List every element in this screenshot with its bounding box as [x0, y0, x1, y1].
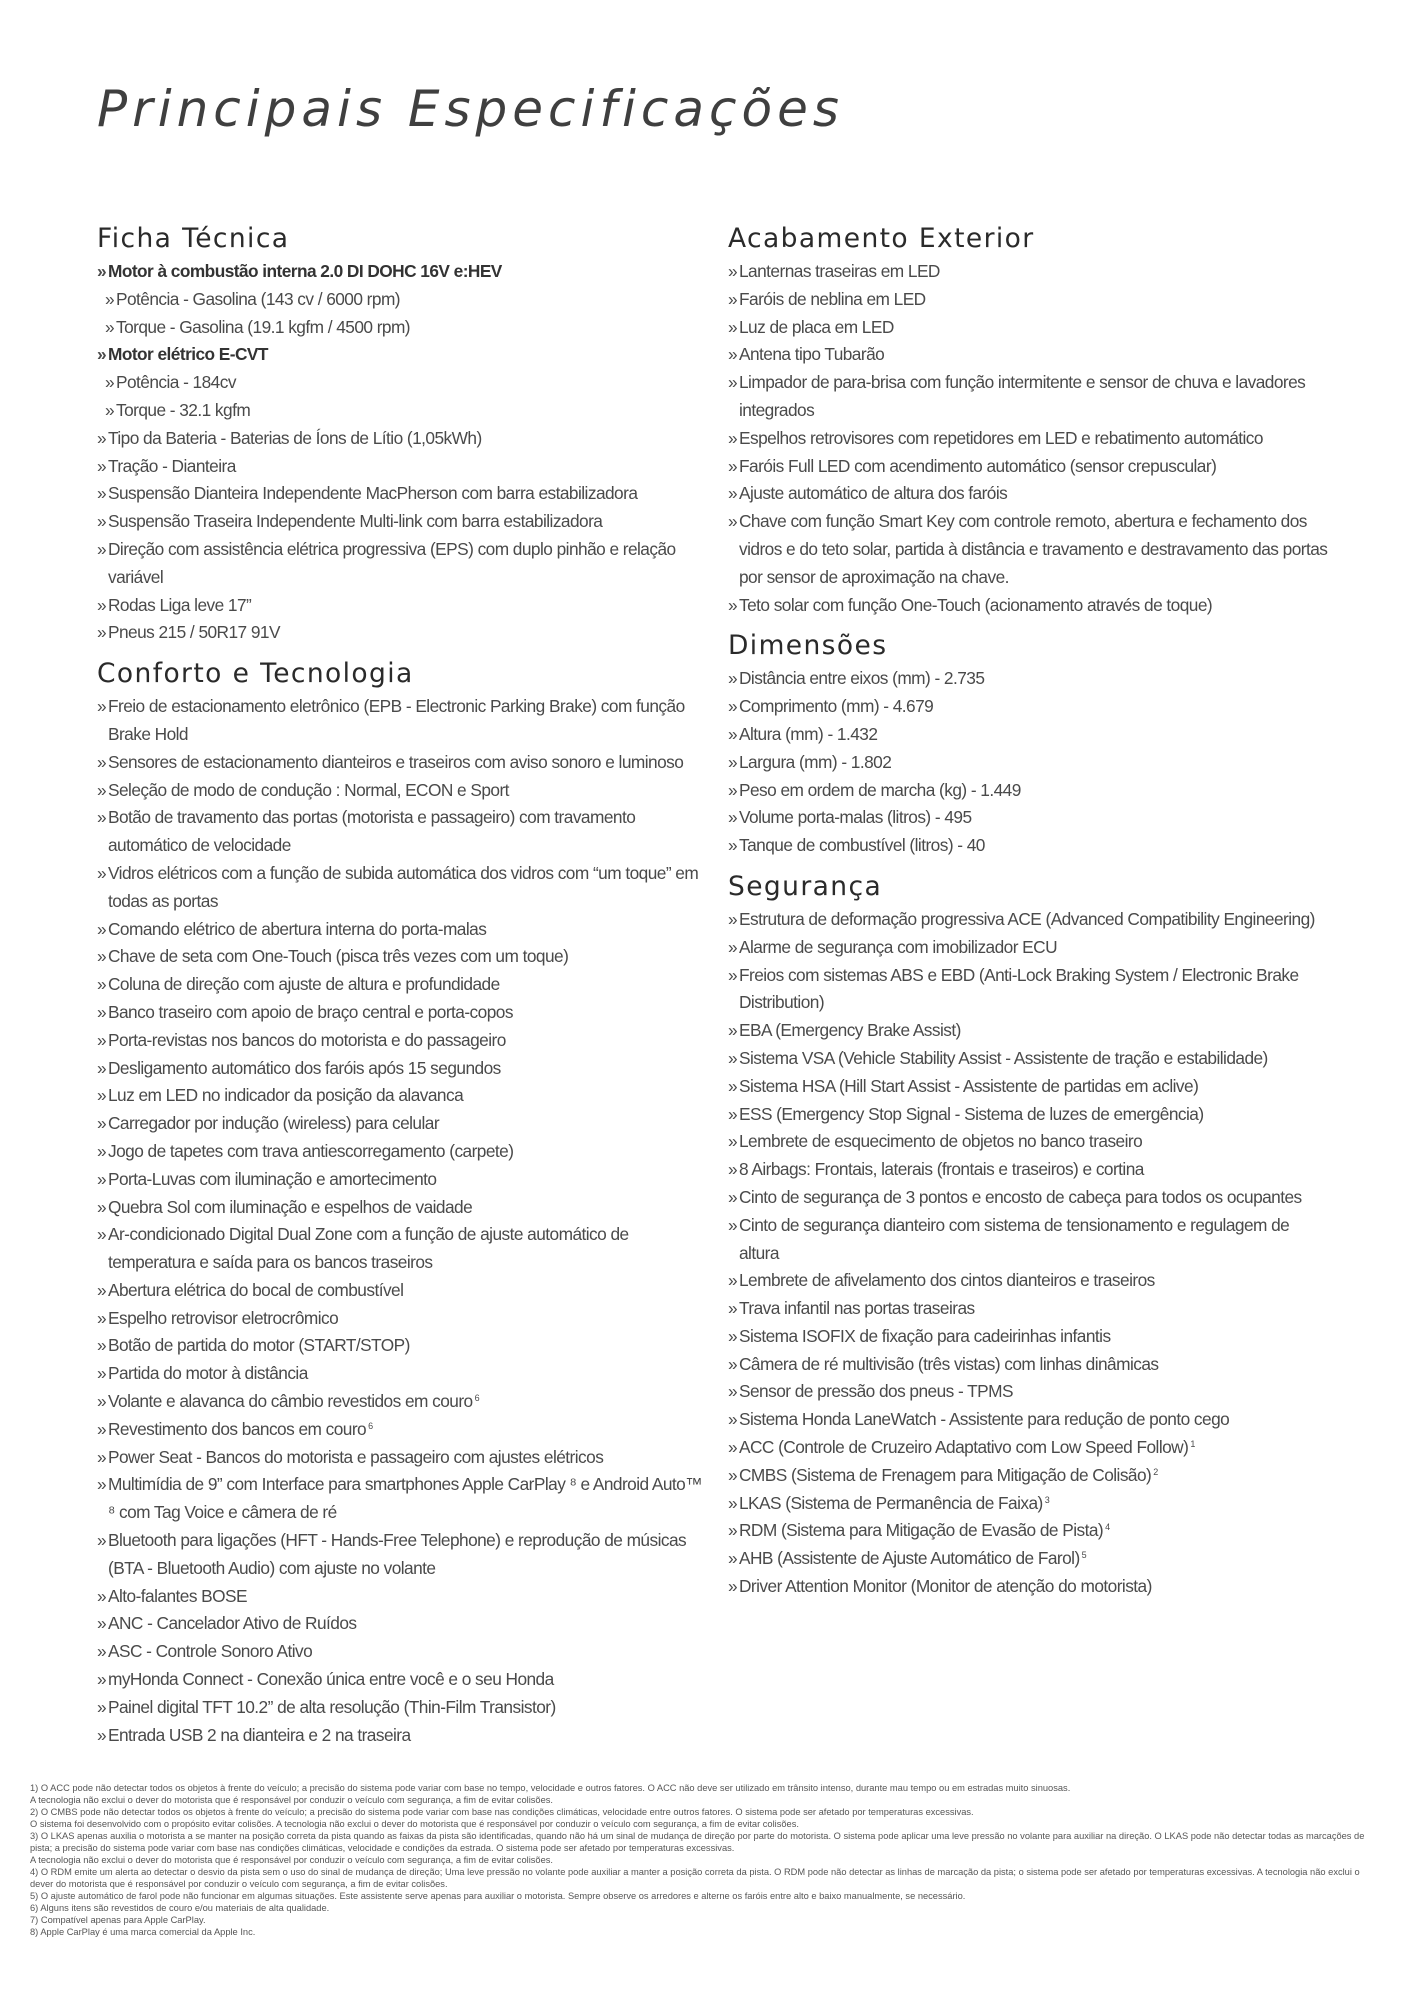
footnote-ref: 4	[1105, 1522, 1110, 1533]
spec-item	[728, 1545, 1328, 1573]
spec-item-text: Power Seat - Bancos do motorista e passageiro com ajustes elétricos	[108, 1446, 604, 1467]
spec-item	[728, 1073, 1328, 1101]
footnote: 2) O CMBS pode não detectar todos os objetos à frente do veículo; a precisão do sistema pode variar com base nas condições climáticas, velocidade entre outros fatores. O sistema pode ser afetado por temperaturas excessivas.	[30, 1807, 974, 1817]
spec-item	[728, 665, 1328, 693]
spec-item-text: Limpador de para-brisa com função intermitente e sensor de chuva e lavadores integrados	[739, 372, 1306, 420]
spec-item	[728, 1017, 1328, 1045]
spec-item	[97, 804, 707, 860]
section-ficha-tecnica	[97, 222, 707, 647]
spec-item-text: Vidros elétricos com a função de subida automática dos vidros com “um toque” em todas as portas	[108, 862, 699, 911]
spec-item-text: Lembrete de esquecimento de objetos no banco traseiro	[739, 1131, 1143, 1152]
spec-item	[728, 1156, 1328, 1184]
spec-list	[97, 258, 707, 647]
footnote: 5) O ajuste automático de farol pode não funcionar em algumas situações. Este assistente serve apenas para auxiliar o motorista. Sempre observe os arredores e alterne os faróis entre alto e baixo manualmente, se necessário.	[30, 1891, 966, 1901]
section-title: Segurança	[728, 870, 883, 902]
spec-item-text: Revestimento dos bancos em couro	[108, 1418, 367, 1439]
spec-item-text: Bluetooth para ligações (HFT - Hands-Free Telephone) e reprodução de músicas (BTA - Bluetooth Audio) com ajuste no volante	[108, 1530, 687, 1578]
spec-item-text: Volume porta-malas (litros) - 495	[739, 807, 972, 828]
spec-item-text: ASC - Controle Sonoro Ativo	[108, 1641, 313, 1662]
spec-item	[97, 619, 707, 647]
spec-item-text: Torque - 32.1 kgfm	[116, 399, 251, 420]
spec-item-text: Chave com função Smart Key com controle remoto, abertura e fechamento dos vidros e do teto solar, partida à distância e travamento e destravamento das portas por sensor de aproximação na chave.	[739, 511, 1328, 587]
spec-item-text: Espelho retrovisor eletrocrômico	[108, 1307, 339, 1328]
spec-item	[728, 693, 1328, 721]
spec-item-text: Direção com assistência elétrica progressiva (EPS) com duplo pinhão e relação variável	[108, 538, 676, 587]
spec-item	[728, 1267, 1328, 1295]
spec-item	[728, 592, 1328, 620]
spec-item-text: Desligamento automático dos faróis após 15 segundos	[108, 1057, 501, 1078]
spec-item-text: Sistema Honda LaneWatch - Assistente para redução de ponto cego	[739, 1409, 1230, 1430]
spec-item	[728, 804, 1328, 832]
footnote: A tecnologia não exclui o dever do motorista que é responsável por conduzir o veículo com segurança, a fim de evitar colisões.	[30, 1855, 553, 1865]
spec-item	[97, 425, 707, 453]
spec-item	[97, 1332, 707, 1360]
section-title: Dimensões	[728, 630, 888, 662]
section-conforto-tecnologia	[97, 657, 707, 1749]
spec-item-text: Quebra Sol com iluminação e espelhos de vaidade	[108, 1196, 473, 1217]
left-column	[97, 222, 707, 1749]
footnote: 6) Alguns itens são revestidos de couro e/ou materiais de alta qualidade.	[30, 1903, 330, 1913]
spec-item-text: Chave de seta com One-Touch (pisca três vezes com um toque)	[108, 946, 569, 967]
spec-list	[728, 665, 1328, 860]
spec-item-text: Multimídia de 9” com Interface para smartphones Apple CarPlay ⁸ e Android Auto™ ⁸ com Tag Voice e câmera de ré	[108, 1474, 702, 1523]
spec-item	[97, 536, 707, 592]
spec-item-text: ESS (Emergency Stop Signal - Sistema de luzes de emergência)	[739, 1103, 1204, 1124]
spec-item	[728, 1128, 1328, 1156]
section-dimensoes	[728, 629, 1328, 860]
page-title: Principais Especificações	[97, 80, 844, 138]
spec-item	[97, 453, 707, 481]
spec-item	[728, 934, 1328, 962]
spec-item	[728, 1517, 1328, 1545]
spec-item-text: Antena tipo Tubarão	[739, 344, 885, 365]
spec-item-text: Ajuste automático de altura dos faróis	[739, 483, 1008, 504]
spec-item-text: Ar-condicionado Digital Dual Zone com a função de ajuste automático de temperatura e saída para os bancos traseiros	[108, 1224, 629, 1273]
spec-item-text: Sistema ISOFIX de fixação para cadeirinhas infantis	[739, 1325, 1111, 1346]
spec-list	[97, 693, 707, 1749]
spec-item	[97, 1138, 707, 1166]
spec-item	[728, 341, 1328, 369]
spec-item-text: Coluna de direção com ajuste de altura e profundidade	[108, 974, 500, 995]
spec-item	[97, 1082, 707, 1110]
section-title: Acabamento Exterior	[728, 223, 1035, 254]
spec-item-text: Potência - 184cv	[116, 372, 236, 393]
right-column	[728, 222, 1328, 1601]
spec-item-text: LKAS (Sistema de Permanência de Faixa)	[739, 1492, 1043, 1513]
spec-item	[728, 508, 1328, 591]
spec-item-text: RDM (Sistema para Mitigação de Evasão de Pista)	[739, 1520, 1104, 1541]
spec-item	[728, 1101, 1328, 1129]
spec-item-text: Alarme de segurança com imobilizador ECU	[739, 936, 1058, 957]
spec-item-text: Botão de travamento das portas (motorista e passageiro) com travamento automático de velocidade	[108, 807, 636, 856]
spec-item	[97, 258, 707, 286]
footnote-ref: 3	[1044, 1494, 1050, 1505]
footnote-ref: 5	[1081, 1550, 1087, 1561]
spec-item-text: Motor elétrico E-CVT	[108, 344, 268, 365]
spec-item	[97, 508, 707, 536]
spec-item-text: Partida do motor à distância	[108, 1363, 308, 1384]
spec-item-text: Carregador por indução (wireless) para celular	[108, 1113, 440, 1134]
spec-item	[728, 1406, 1328, 1434]
spec-item-text: Abertura elétrica do bocal de combustível	[108, 1279, 404, 1300]
spec-item	[97, 1360, 707, 1388]
spec-item	[97, 943, 707, 971]
spec-item-text: Volante e alavanca do câmbio revestidos em couro	[108, 1391, 473, 1412]
spec-item	[728, 906, 1328, 934]
spec-item	[728, 1490, 1328, 1518]
spec-item	[728, 832, 1328, 860]
spec-item	[97, 693, 707, 749]
spec-item	[97, 592, 707, 620]
footnote: A tecnologia não exclui o dever do motorista que é responsável por conduzir o veículo com segurança, a fim de evitar colisões.	[30, 1795, 553, 1805]
spec-item	[97, 860, 707, 916]
footnote-ref: 1	[1190, 1439, 1195, 1450]
spec-item	[97, 971, 707, 999]
spec-item-text: Largura (mm) - 1.802	[739, 751, 892, 772]
spec-item-text: Suspensão Traseira Independente Multi-link com barra estabilizadora	[108, 511, 603, 532]
spec-item-text: ACC (Controle de Cruzeiro Adaptativo com Low Speed Follow)	[739, 1437, 1189, 1458]
footnote: 1) O ACC pode não detectar todos os objetos à frente do veículo; a precisão do sistema pode variar com base no tempo, velocidade e outros fatores. O ACC não deve ser utilizado em trânsito intenso, durante mau tempo ou em estradas muito sinuosas.	[30, 1783, 1071, 1793]
spec-item	[97, 1722, 707, 1750]
spec-item-text: 8 Airbags: Frontais, laterais (frontais e traseiros) e cortina	[739, 1159, 1144, 1180]
section-title: Conforto e Tecnologia	[97, 658, 414, 690]
footnote-ref: 6	[474, 1393, 480, 1404]
spec-item	[97, 341, 707, 369]
spec-item-text: Botão de partida do motor (START/STOP)	[108, 1335, 410, 1356]
spec-item	[728, 453, 1328, 481]
spec-item-text: Rodas Liga leve 17”	[108, 594, 252, 615]
spec-item	[97, 397, 707, 425]
spec-item	[97, 314, 707, 342]
spec-item	[97, 1638, 707, 1666]
footnote: 3) O LKAS apenas auxilia o motorista a se manter na posição correta da pista quando as faixas da pista são identificadas, quando não há um sinal de mudança de direção por parte do motorista. O sistema pode aplicar uma leve pressão no volante para auxiliar na direção. O LKAS pode não detectar todas as marcações de pista; a precisão do sistema pode variar com base nas condições climáticas, velocidade e condições da estrada. O sistema pode ser afetado por temperaturas excessivas.	[30, 1831, 1365, 1853]
spec-item-text: Trava infantil nas portas traseiras	[739, 1298, 975, 1319]
spec-item	[97, 1027, 707, 1055]
spec-item-text: Comando elétrico de abertura interna do porta-malas	[108, 918, 487, 939]
spec-item-text: Pneus 215 / 50R17 91V	[108, 622, 280, 643]
spec-item	[97, 1610, 707, 1638]
spec-item-text: Driver Attention Monitor (Monitor de atenção do motorista)	[739, 1576, 1152, 1597]
spec-item-text: Sensor de pressão dos pneus - TPMS	[739, 1381, 1013, 1402]
spec-item	[97, 749, 707, 777]
spec-item-text: Porta-revistas nos bancos do motorista e do passageiro	[108, 1029, 506, 1050]
spec-item	[728, 1434, 1328, 1462]
footnote: 7) Compatível apenas para Apple CarPlay.	[30, 1915, 206, 1925]
spec-item-text: Distância entre eixos (mm) - 2.735	[739, 668, 985, 689]
spec-item-text: myHonda Connect - Conexão única entre você e o seu Honda	[108, 1669, 554, 1690]
footnote: 8) Apple CarPlay é uma marca comercial da Apple Inc.	[30, 1927, 256, 1937]
spec-item-text: Jogo de tapetes com trava antiescorregamento (carpete)	[108, 1140, 514, 1161]
spec-item	[728, 314, 1328, 342]
spec-item	[97, 1277, 707, 1305]
spec-item	[97, 369, 707, 397]
spec-item-text: Câmera de ré multivisão (três vistas) com linhas dinâmicas	[739, 1353, 1159, 1374]
spec-item	[728, 258, 1328, 286]
footnote: O sistema foi desenvolvido com o propósito evitar colisões. A tecnologia não exclui o dever do motorista que é responsável por conduzir o veículo com segurança, a fim de evitar colisões.	[30, 1819, 799, 1829]
spec-item-text: Torque - Gasolina (19.1 kgfm / 4500 rpm)	[116, 316, 411, 337]
spec-item	[728, 1323, 1328, 1351]
spec-item-text: Tração - Dianteira	[108, 455, 236, 476]
spec-item-text: Seleção de modo de condução : Normal, ECON e Sport	[108, 779, 509, 800]
footnotes	[30, 1782, 1375, 1938]
spec-item-text: AHB (Assistente de Ajuste Automático de Farol)	[739, 1548, 1080, 1569]
spec-item-text: Lembrete de afivelamento dos cintos dianteiros e traseiros	[739, 1270, 1155, 1291]
spec-list	[728, 906, 1328, 1601]
spec-item	[728, 962, 1328, 1018]
spec-list	[728, 258, 1328, 619]
spec-item	[728, 1295, 1328, 1323]
spec-item-text: Altura (mm) - 1.432	[739, 723, 878, 744]
spec-item-text: Sistema VSA (Vehicle Stability Assist - Assistente de tração e estabilidade)	[739, 1047, 1268, 1068]
spec-item	[728, 1212, 1328, 1268]
spec-item	[97, 999, 707, 1027]
spec-item	[97, 1110, 707, 1138]
spec-item	[728, 369, 1328, 425]
spec-item-text: EBA (Emergency Brake Assist)	[739, 1020, 961, 1041]
spec-item	[97, 1527, 707, 1583]
spec-item	[728, 1573, 1328, 1601]
spec-item	[728, 1184, 1328, 1212]
spec-item-text: Luz em LED no indicador da posição da alavanca	[108, 1085, 464, 1106]
spec-item	[97, 1221, 707, 1277]
spec-item	[728, 1378, 1328, 1406]
spec-item-text: Suspensão Dianteira Independente MacPherson com barra estabilizadora	[108, 483, 638, 504]
spec-item-text: Potência - Gasolina (143 cv / 6000 rpm)	[116, 288, 401, 309]
spec-item-text: Motor à combustão interna 2.0 DI DOHC 16V e:HEV	[108, 261, 502, 281]
section-title: Ficha Técnica	[97, 223, 290, 254]
spec-item-text: Faróis de neblina em LED	[739, 288, 926, 309]
spec-item	[728, 1351, 1328, 1379]
spec-item-text: Alto-falantes BOSE	[108, 1585, 247, 1606]
spec-item-text: Tipo da Bateria - Baterias de Íons de Lítio (1,05kWh)	[108, 427, 482, 448]
spec-item-text: Painel digital TFT 10.2” de alta resolução (Thin-Film Transistor)	[108, 1696, 556, 1717]
spec-item-text: Peso em ordem de marcha (kg) - 1.449	[739, 779, 1021, 800]
spec-item	[97, 1416, 707, 1444]
spec-item-text: Estrutura de deformação progressiva ACE (Advanced Compatibility Engineering)	[739, 908, 1315, 929]
spec-item-text: Freio de estacionamento eletrônico (EPB - Electronic Parking Brake) com função Brake Hold	[108, 696, 685, 744]
spec-item-text: Teto solar com função One-Touch (acionamento através de toque)	[739, 594, 1213, 615]
spec-item-text: Tanque de combustível (litros) - 40	[739, 835, 985, 856]
spec-item	[97, 1305, 707, 1333]
spec-item-text: Porta-Luvas com iluminação e amortecimento	[108, 1168, 437, 1189]
spec-item-text: Entrada USB 2 na dianteira e 2 na traseira	[108, 1724, 411, 1745]
spec-item	[728, 721, 1328, 749]
spec-item	[97, 1055, 707, 1083]
spec-item	[97, 1388, 707, 1416]
section-acabamento-exterior	[728, 222, 1328, 619]
spec-item-text: Faróis Full LED com acendimento automático (sensor crepuscular)	[739, 455, 1217, 476]
spec-item	[97, 1666, 707, 1694]
spec-item-text: Banco traseiro com apoio de braço central e porta-copos	[108, 1001, 513, 1022]
spec-item	[97, 1444, 707, 1472]
spec-item-text: Comprimento (mm) - 4.679	[739, 696, 934, 717]
spec-item	[97, 777, 707, 805]
spec-item-text: Luz de placa em LED	[739, 316, 894, 337]
spec-item	[97, 480, 707, 508]
spec-item	[728, 1462, 1328, 1490]
spec-item	[97, 916, 707, 944]
spec-item	[728, 777, 1328, 805]
spec-item	[728, 480, 1328, 508]
spec-item-text: Cinto de segurança dianteiro com sistema de tensionamento e regulagem de altura	[739, 1214, 1290, 1263]
spec-item	[728, 749, 1328, 777]
spec-item-text: Sensores de estacionamento dianteiros e traseiros com aviso sonoro e luminoso	[108, 751, 684, 772]
spec-item-text: Sistema HSA (Hill Start Assist - Assistente de partidas em aclive)	[739, 1075, 1199, 1096]
spec-item	[728, 1045, 1328, 1073]
footnote-ref: 6	[368, 1420, 373, 1431]
spec-item-text: Freios com sistemas ABS e EBD (Anti-Lock Braking System / Electronic Brake Distribution)	[739, 964, 1299, 1013]
footnote-ref: 2	[1153, 1466, 1158, 1477]
footnote: 4) O RDM emite um alerta ao detectar o desvio da pista sem o uso do sinal de mudança de direção; Uma leve pressão no volante pode auxiliar a manter a posição correta da pista. O RDM pode não detectar as linhas de marcação da pista; o sistema pode ser afetado por temperaturas excessivas. A tecnologia não exclui o dever do motorista que é responsável por conduzir o veículo com segurança, a fim de evitar colisões.	[30, 1867, 1360, 1889]
section-seguranca	[728, 870, 1328, 1601]
spec-item	[728, 286, 1328, 314]
spec-item-text: Espelhos retrovisores com repetidores em LED e rebatimento automático	[739, 427, 1263, 448]
spec-item-text: Lanternas traseiras em LED	[739, 261, 940, 281]
spec-item	[97, 1583, 707, 1611]
spec-item-text: Cinto de segurança de 3 pontos e encosto de cabeça para todos os ocupantes	[739, 1186, 1302, 1207]
spec-item-text: ANC - Cancelador Ativo de Ruídos	[108, 1613, 357, 1634]
spec-item	[728, 425, 1328, 453]
spec-item	[97, 1166, 707, 1194]
spec-item	[97, 286, 707, 314]
spec-item-text: CMBS (Sistema de Frenagem para Mitigação de Colisão)	[739, 1464, 1152, 1485]
spec-item	[97, 1194, 707, 1222]
spec-item	[97, 1694, 707, 1722]
spec-item	[97, 1471, 707, 1527]
